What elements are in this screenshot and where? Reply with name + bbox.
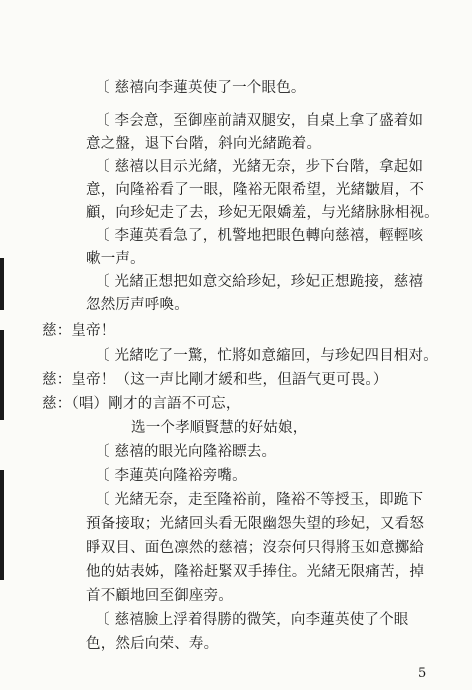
stage-direction-line: 〔 慈禧以目示光緒，光緒无奈，步下台階，拿起如	[95, 159, 424, 175]
stage-direction-line: 〔 李蓮英向隆裕旁嘴。	[95, 468, 247, 484]
stage-direction-line: 顧，向珍妃走了去，珍妃无限嬌羞，与光緒脉脉相视。	[86, 205, 439, 221]
stage-direction-line: 首不顧地回至御座旁。	[86, 588, 233, 604]
dialogue-line: 慈：（唱）剛才的言語不可忘，	[42, 396, 241, 412]
stage-direction-line: 〔 光緒正想把如意交給珍妃，珍妃正想跪接，慈禧	[95, 274, 424, 290]
stage-direction-line: 色，然后向荣、寿。	[86, 636, 219, 652]
stage-direction-line: 嗽一声。	[86, 251, 145, 267]
lyric-line: 选一个孝順賢慧的好姑娘，	[131, 420, 308, 436]
stage-direction-line: 〔 慈禧的眼光向隆裕瞟去。	[95, 444, 277, 460]
dialogue-line: 慈：皇帝！	[42, 323, 116, 339]
stage-direction-line: 他的姑表姊，隆裕赶緊双手捧住。光緒无限痛苦，掉	[86, 564, 425, 580]
stage-direction-line: 〔 李会意，至御座前請双腿安，自桌上拿了盛着如	[95, 113, 424, 129]
dialogue-line: 慈：皇帝！（这一声比剛才緩和些，但語气更可畏。）	[42, 372, 388, 388]
stage-direction-line: 〔 慈禧臉上浮着得勝的微笑，向李蓮英使了个眼	[95, 612, 409, 628]
margin-mark	[0, 258, 4, 310]
stage-direction-line: 〔 光緒吃了一驚，忙將如意縮回，与珍妃四目相对。	[95, 348, 438, 364]
stage-direction-line: 睜双目、面色凛然的慈禧；沒奈何只得將玉如意擲給	[86, 540, 425, 556]
page-number: 5	[418, 666, 427, 681]
margin-mark	[0, 330, 4, 420]
stage-direction-line: 意，向隆裕看了一眼，隆裕无限希望，光緒皺眉，不	[86, 182, 425, 198]
stage-direction-line: 〔 李蓮英看急了，机警地把眼色轉向慈禧，輕輕咳	[95, 228, 424, 244]
stage-direction-line: 〔 慈禧向李蓮英使了一个眼色。	[95, 80, 306, 96]
stage-direction-line: 預备接取；光緒回头看无限幽怨失望的珍妃，又看怒	[86, 516, 425, 532]
margin-mark	[0, 470, 4, 580]
stage-direction-line: 忽然厉声呼喚。	[86, 297, 189, 313]
stage-direction-line: 〔 光緒无奈，走至隆裕前，隆裕不等授玉，即跪下	[95, 492, 424, 508]
stage-direction-line: 意之盤，退下台階，斜向光緒跪着。	[86, 136, 322, 152]
